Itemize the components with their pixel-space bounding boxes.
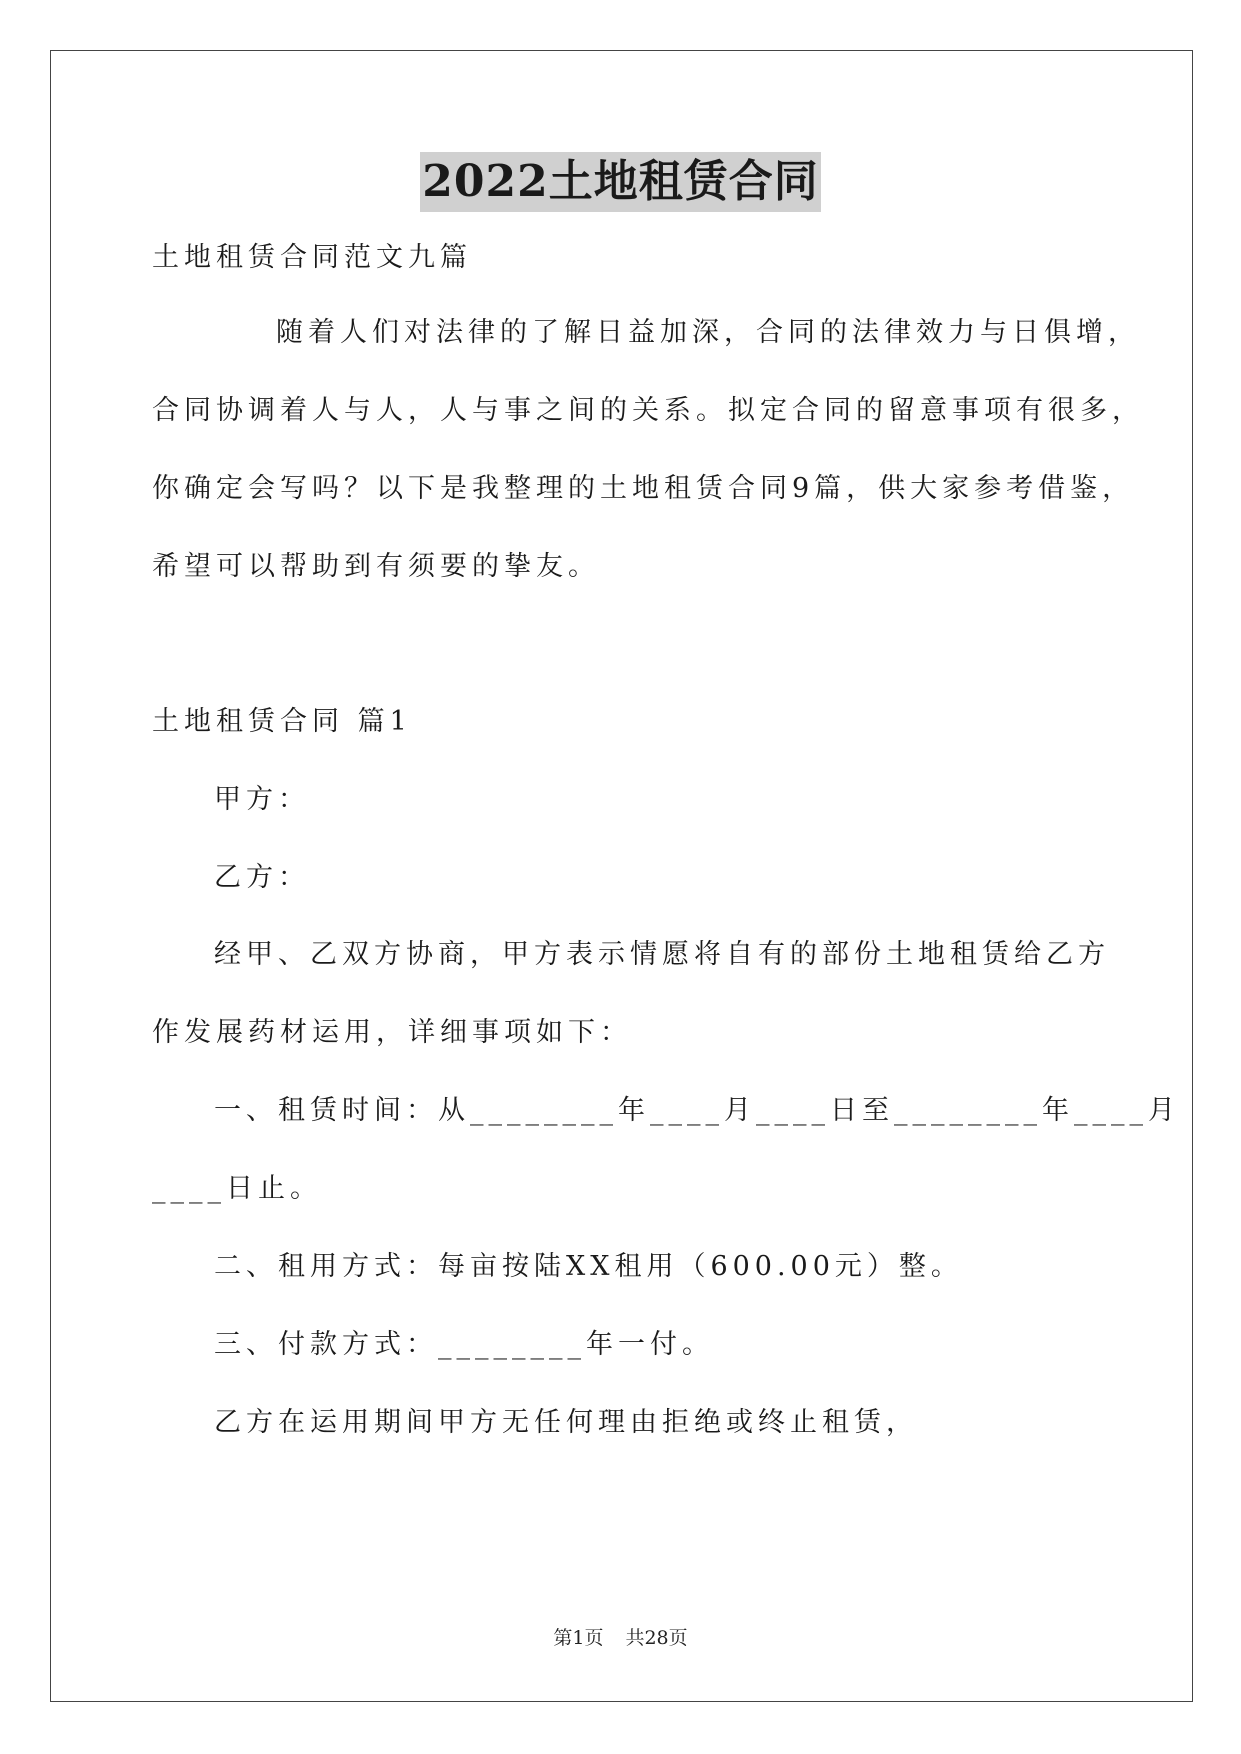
- party-b-line: 乙方：: [214, 862, 310, 893]
- paragraph-line: 乙方在运用期间甲方无任何理由拒绝或终止租赁，: [214, 1407, 918, 1438]
- paragraph-line: 希望可以帮助到有须要的挚友。: [152, 551, 600, 582]
- section-heading: 土地租赁合同 篇1: [152, 706, 412, 737]
- clause-line: 一、租赁时间：从________年____月____日至________年____月: [214, 1095, 1180, 1126]
- paragraph-line: 你确定会写吗？以下是我整理的土地租赁合同9篇，供大家参考借鉴，: [152, 473, 1135, 504]
- title-container: [0, 152, 1241, 212]
- paragraph-line: 经甲、乙双方协商，甲方表示情愿将自有的部份土地租赁给乙方: [214, 939, 1110, 970]
- page-total: 共28页: [625, 1627, 688, 1649]
- paragraph-line: 作发展药材运用，详细事项如下：: [152, 1017, 632, 1048]
- clause-line: 二、租用方式：每亩按陆XX租用（600.00元）整。: [214, 1251, 963, 1282]
- clause-line: 三、付款方式：________年一付。: [214, 1329, 714, 1360]
- paragraph-line: 合同协调着人与人，人与事之间的关系。拟定合同的留意事项有很多，: [152, 395, 1144, 426]
- clause-line: ____日止。: [152, 1173, 322, 1204]
- paragraph-line: 随着人们对法律的了解日益加深，合同的法律效力与日俱增，: [276, 317, 1140, 348]
- page-footer: [0, 1626, 1241, 1650]
- document-title: 2022土地租赁合同: [420, 152, 820, 212]
- subtitle-line: 土地租赁合同范文九篇: [152, 242, 472, 273]
- party-a-line: 甲方：: [214, 784, 310, 815]
- page-number: 第1页: [553, 1627, 604, 1649]
